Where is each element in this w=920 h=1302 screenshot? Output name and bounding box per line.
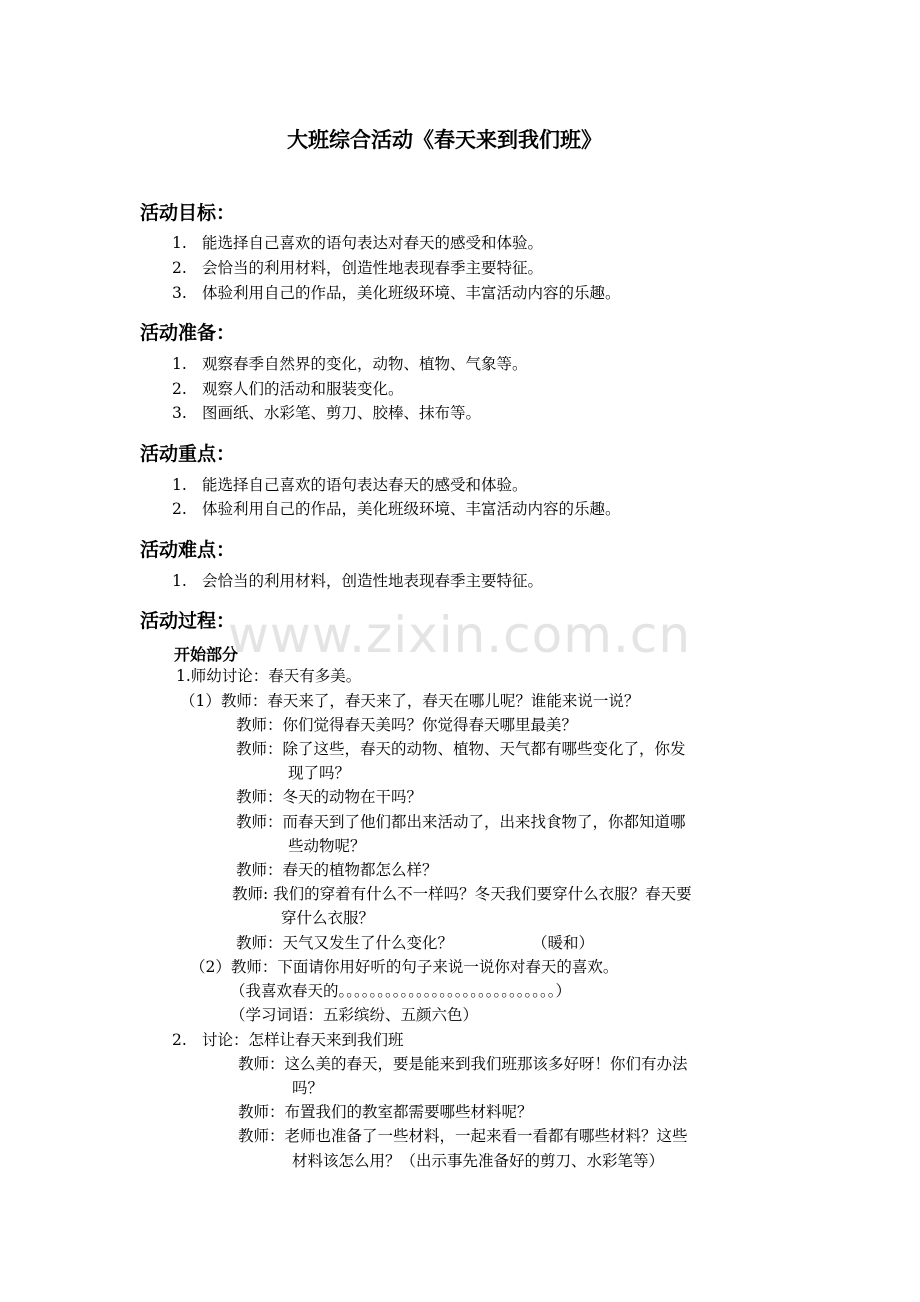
- question-4: 教师：而春天到了他们都出来活动了，出来找食物了，你都知道哪: [236, 813, 686, 831]
- section-heading-key: 活动重点：: [140, 443, 236, 465]
- list-item-text: 观察人们的活动和服装变化。: [202, 380, 404, 398]
- response-1: 教师：这么美的春天，要是能来到我们班那该多好呀！你们有办法: [238, 1055, 688, 1073]
- list-number: 1.: [172, 572, 187, 590]
- list-number: 2.: [172, 500, 187, 518]
- list-item-text: 体验利用自己的作品，美化班级环境、丰富活动内容的乐趣。: [202, 284, 621, 302]
- list-number: 2.: [172, 259, 187, 277]
- section-heading-goals: 活动目标：: [140, 202, 236, 224]
- question-4-cont: 些动物呢？: [288, 837, 366, 855]
- list-item-text: 观察春季自然界的变化，动物、植物、气象等。: [202, 355, 528, 373]
- response-3-cont: 材料该怎么用？（出示事先准备好的剪刀、水彩笔等）: [292, 1152, 665, 1170]
- question-1: 教师：你们觉得春天美吗？你觉得春天哪里最美？: [236, 716, 578, 734]
- difficulty-item-1: [172, 570, 543, 593]
- prep-item-2: [172, 378, 404, 401]
- page-title: 大班综合活动《春天来到我们班》: [287, 128, 602, 152]
- response-1-cont: 吗？: [292, 1079, 324, 1097]
- watermark: www.zixin.com.cn: [228, 606, 692, 664]
- list-item-text: 图画纸、水彩笔、剪刀、胶棒、抹布等。: [202, 404, 482, 422]
- key-item-2: [172, 498, 621, 521]
- goal-item-3: [172, 282, 621, 305]
- question-7-note: （暖和）: [532, 934, 595, 952]
- section-heading-difficulty: 活动难点：: [140, 539, 236, 561]
- list-number: 2.: [172, 380, 187, 398]
- prep-item-3: [172, 402, 481, 425]
- goal-item-2: [172, 257, 543, 280]
- question-2-cont: 现了吗？: [288, 764, 351, 782]
- list-number: 1.: [172, 355, 187, 373]
- list-item-text: 能选择自己喜欢的语句表达春天的感受和体验。: [202, 476, 528, 494]
- list-item-text: 体验利用自己的作品，美化班级环境、丰富活动内容的乐趣。: [202, 500, 621, 518]
- list-item-text: 讨论：怎样让春天来到我们班: [202, 1031, 404, 1049]
- key-item-1: [172, 474, 528, 497]
- part-2-example: （我喜欢春天的。。。。。。。。。。。。。。。。。。。。。。。。。。。。）: [230, 982, 572, 1000]
- step-2: [172, 1029, 404, 1052]
- part-2-vocab: （学习词语：五彩缤纷、五颜六色）: [230, 1006, 479, 1024]
- prep-item-1: [172, 353, 528, 376]
- question-7: 教师：天气又发生了什么变化？: [236, 934, 454, 952]
- list-item-text: 会恰当的利用材料，创造性地表现春季主要特征。: [202, 572, 544, 590]
- question-2: 教师：除了这些，春天的动物、植物、天气都有哪些变化了，你发: [236, 740, 686, 758]
- list-number: 3.: [172, 404, 187, 422]
- part-1: （1）教师：春天来了，春天来了，春天在哪儿呢？谁能来说一说？: [180, 692, 640, 710]
- step-1: 1.师幼讨论：春天有多美。: [176, 667, 362, 685]
- list-number: 1.: [172, 234, 187, 252]
- question-6: 教师: 我们的穿着有什么不一样吗？冬天我们要穿什么衣服？春天要: [232, 885, 692, 903]
- response-2: 教师：布置我们的教室都需要哪些材料呢？: [238, 1103, 533, 1121]
- list-number: 1.: [172, 476, 187, 494]
- question-5: 教师：春天的植物都怎么样？: [236, 861, 438, 879]
- question-3: 教师：冬天的动物在干吗？: [236, 788, 423, 806]
- list-item-text: 能选择自己喜欢的语句表达对春天的感受和体验。: [202, 234, 544, 252]
- list-number: 3.: [172, 284, 187, 302]
- section-heading-prep: 活动准备：: [140, 322, 236, 344]
- response-3: 教师：老师也准备了一些材料，一起来看一看都有哪些材料？这些: [238, 1127, 688, 1145]
- subheading-start: 开始部分: [174, 645, 239, 664]
- section-heading-process: 活动过程：: [140, 610, 236, 632]
- list-number: 2.: [172, 1031, 187, 1049]
- question-6-cont: 穿什么衣服？: [281, 909, 375, 927]
- part-2: （2）教师：下面请你用好听的句子来说一说你对春天的喜欢。: [190, 958, 619, 976]
- list-item-text: 会恰当的利用材料，创造性地表现春季主要特征。: [202, 259, 544, 277]
- goal-item-1: [172, 232, 543, 255]
